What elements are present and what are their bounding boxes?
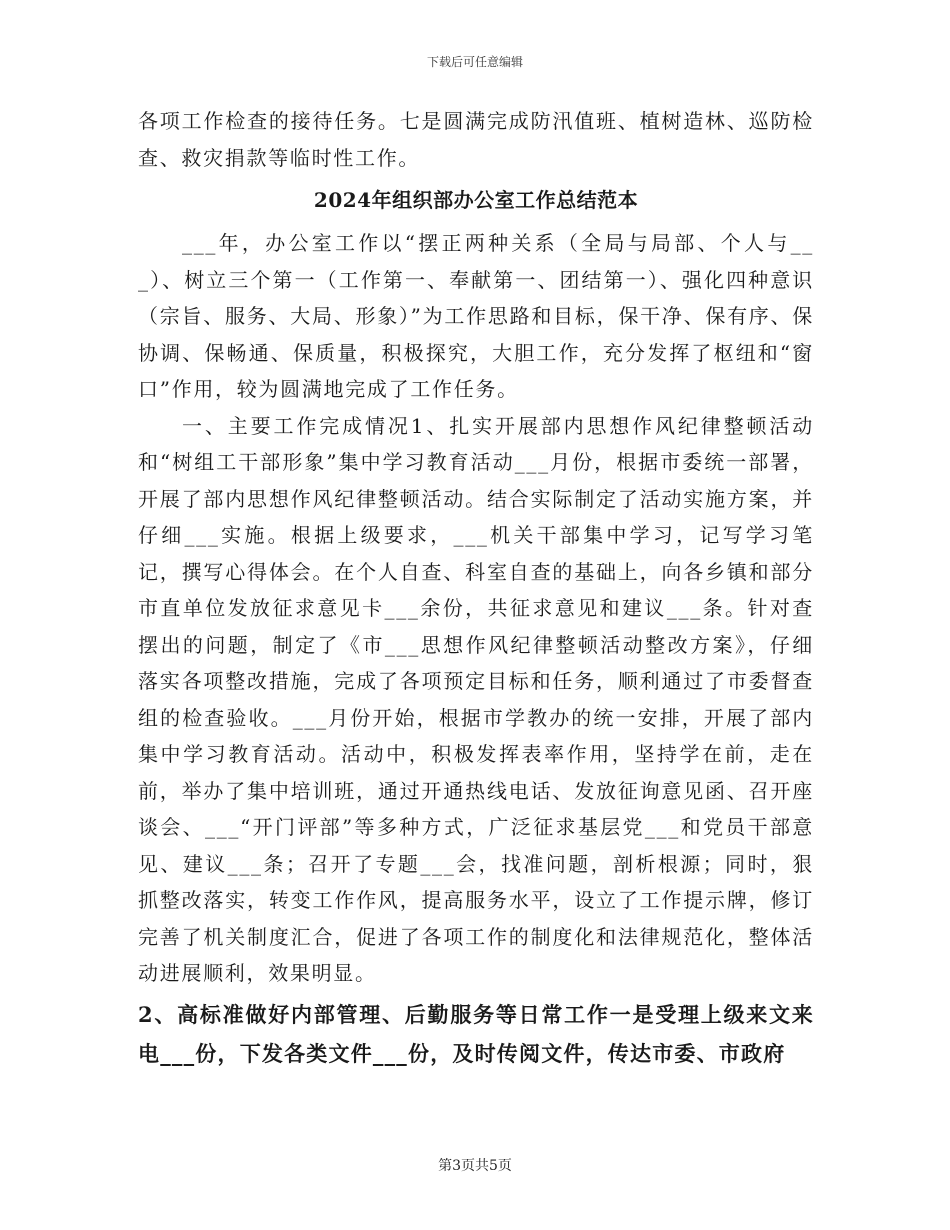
page-number: 第3页共5页: [438, 1158, 512, 1174]
document-title: 2024年组织部办公室工作总结范本: [313, 188, 639, 212]
page-header-note: 下载后可任意编辑: [426, 55, 523, 69]
section-two-bold-paragraph: 2、高标准做好内部管理、后勤服务等日常工作一是受理上级来文来电___份，下发各类文件___份，及时传阅文件，传达市委、市政府: [138, 1001, 814, 1066]
section-one-paragraph: 一、主要工作完成情况1、扎实开展部内思想作风纪律整顿活动和“树组工干部形象”集中学习教育活动___月份，根据市委统一部署，开展了部内思想作风纪律整顿活动。结合实际制定了活动实施方案，并仔细___实施。根据上级要求，___机关干部集中学习，记写学习笔记，撰写心得体会。在个人自查、科室自查的基础上，向各乡镇和部分市直单位发放征求意见卡___余份，共征求意见和建议___条。针对查摆出的问题，制定了《市___思想作风纪律整顿活动整改方案》，仔细落实各项整改措施，完成了各项预定目标和任务，顺利通过了市委督查组的检查验收。___月份开始，根据市学教办的统一安排，开展了部内集中学习教育活动。活动中，积极发挥表率作用，坚持学在前，走在前，举办了集中培训班，通过开通热线电话、发放征询意见函、召开座谈会、___“开门评部”等多种方式，广泛征求基层党___和党员干部意见、建议___条；召开了专题___会，找准问题，剖析根源；同时，狠抓整改落实，转变工作作风，提高服务水平，设立了工作提示牌，修订完善了机关制度汇合，促进了各项工作的制度化和法律规范化，整体活动进展顺利，效果明显。: [138, 413, 814, 985]
intro-paragraph: ___年，办公室工作以“摆正两种关系（全局与局部、个人与___）、树立三个第一（工作第一、奉献第一、团结第一）、强化四种意识（宗旨、服务、大局、形象）”为工作思路和目标，保干净、保有序、保协调、保畅通、保质量，积极探究，大胆工作，充分发挥了枢纽和“窗口”作用，较为圆满地完成了工作任务。: [138, 231, 814, 401]
continuation-paragraph: 各项工作检查的接待任务。七是圆满完成防汛值班、植树造林、巡防检查、救灾捐款等临时性工作。: [138, 109, 814, 170]
document-body: [138, 103, 814, 1073]
